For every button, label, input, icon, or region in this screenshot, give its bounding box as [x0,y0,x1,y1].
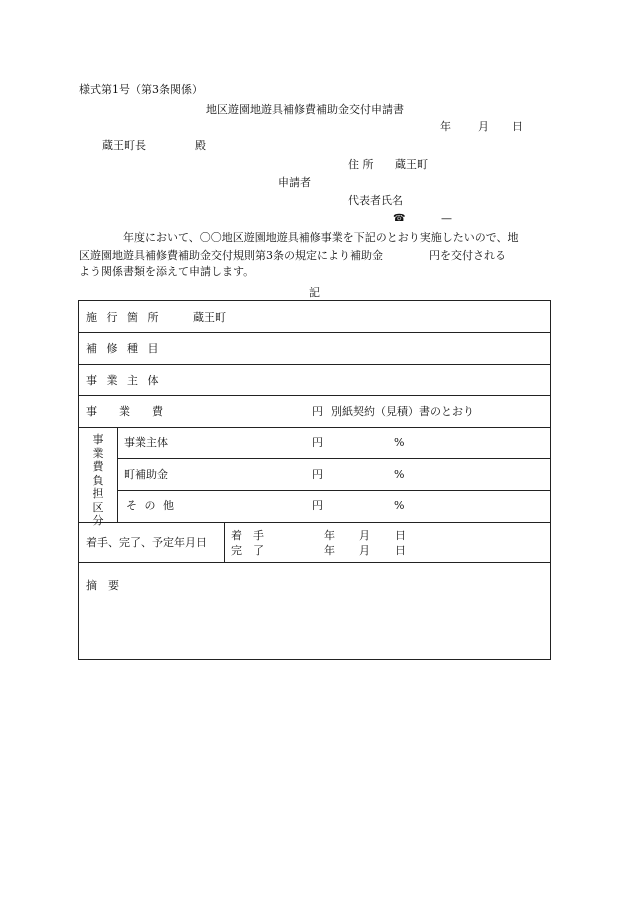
address-value: 蔵王町 [395,158,428,171]
burden-row-label: 町補助金 [124,468,168,481]
location-label: 施 行 箇 所 [86,311,162,324]
entity-label: 事 業 主 体 [86,374,162,387]
start-month: 月 [359,529,370,542]
ki-label: 記 [309,286,320,299]
location-value: 蔵王町 [193,311,226,324]
paragraph-line-2b-text: 円を交付される [429,249,506,262]
row-divider [117,458,550,459]
row-divider [79,427,550,428]
representative-label: 代表者氏名 [348,194,403,207]
paragraph-line-2a-text: 区遊園地遊具補修費補助金交付規則第3条の規定により補助金 [79,249,383,262]
burden-row-unit: 円 [312,436,323,449]
paragraph-line-1-text: 年度において、〇〇地区遊園地遊具補修事業を下記のとおり実施したいので、地 [123,231,519,244]
column-divider [224,522,225,562]
applicant-label: 申請者 [278,176,311,189]
start-year: 年 [324,529,335,542]
phone-separator: — [441,212,452,225]
date-year: 年 [440,120,451,133]
form-number: 様式第1号（第3条関係） [79,83,203,96]
application-table [78,300,551,660]
burden-row-pct: % [394,436,405,449]
burden-row-label: 事業主体 [124,436,168,449]
column-divider [117,427,118,522]
repair-type-label: 補 修 種 目 [86,342,162,355]
request-paragraph [79,230,551,279]
honorific: 殿 [195,139,206,152]
end-year: 年 [324,544,335,557]
end-label: 完 了 [231,544,264,557]
start-day: 日 [395,529,406,542]
end-day: 日 [395,544,406,557]
document-title: 地区遊園地遊具補修費補助金交付申請書 [206,103,404,116]
row-divider [117,490,550,491]
burden-row-unit: 円 [312,499,323,512]
cost-note: 別紙契約（見積）書のとおり [331,405,474,418]
burden-row-unit: 円 [312,468,323,481]
row-divider [79,332,550,333]
burden-row-label: そ の 他 [126,499,176,512]
summary-label: 摘 要 [86,579,119,592]
row-divider [79,364,550,365]
date-month: 月 [478,120,489,133]
address-label: 住 所 [348,158,374,171]
paragraph-line-2 [79,248,551,263]
end-month: 月 [359,544,370,557]
paragraph-line-3 [79,264,551,279]
phone-icon: ☎ [393,213,406,224]
paragraph-line-1 [79,230,551,245]
paragraph-line-3-text: よう関係書類を添えて申請します。 [79,265,255,278]
start-label: 着 手 [231,529,264,542]
burden-row-pct: % [394,499,405,512]
row-divider [79,522,550,523]
cost-unit: 円 [312,405,323,418]
addressee: 蔵王町長 [102,139,146,152]
date-day: 日 [512,120,523,133]
row-divider [79,395,550,396]
cost-label: 事 業 費 [86,405,163,418]
burden-row-pct: % [394,468,405,481]
schedule-label: 着手、完了、予定年月日 [86,536,207,549]
row-divider [79,562,550,563]
burden-label: 事業費負担区分 [92,433,104,527]
